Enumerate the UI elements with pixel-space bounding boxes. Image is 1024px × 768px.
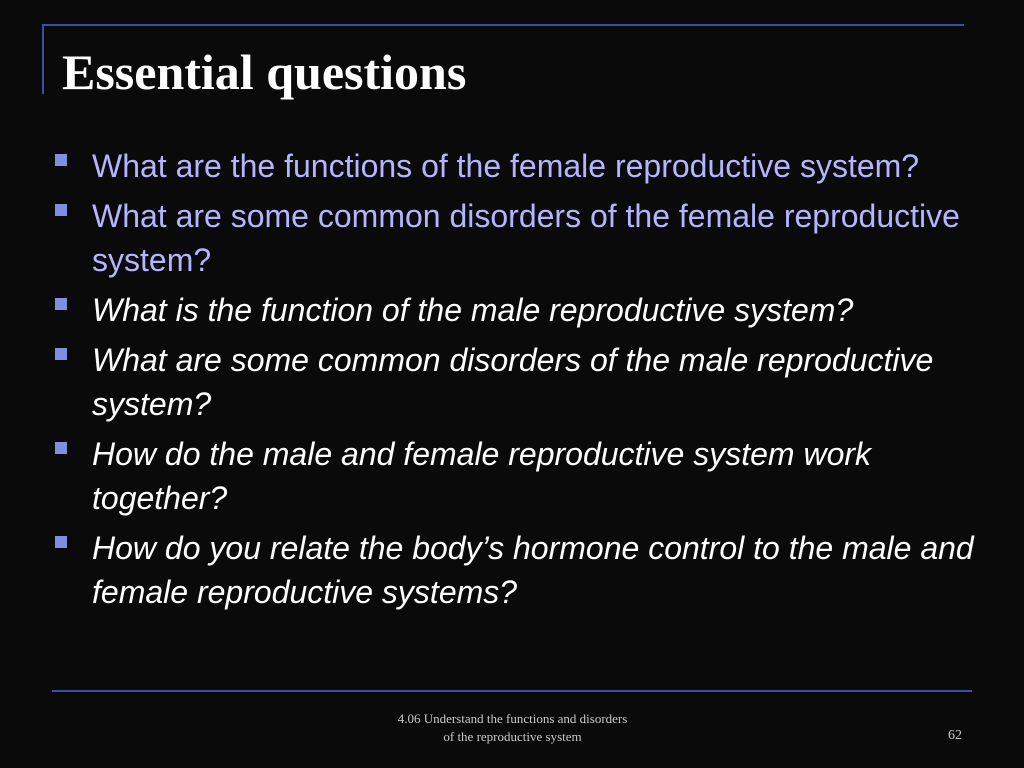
square-bullet-icon: [55, 536, 67, 548]
footer-divider: [52, 690, 972, 692]
bullet-list: [52, 144, 982, 620]
footer-caption-line-2: of the reproductive system: [443, 729, 582, 744]
bullet-item: [52, 194, 982, 282]
square-bullet-icon: [55, 442, 67, 454]
frame-top-line: [42, 24, 964, 26]
slide-title: Essential questions: [62, 44, 467, 100]
square-bullet-icon: [55, 298, 67, 310]
square-bullet-icon: [55, 154, 67, 166]
square-bullet-icon: [55, 348, 67, 360]
page-number: 62: [948, 728, 962, 743]
bullet-item: [52, 432, 982, 520]
bullet-text: What is the function of the male reproductive system?: [92, 292, 854, 328]
bullet-text: What are some common disorders of the female reproductive system?: [92, 198, 960, 278]
bullet-item: [52, 144, 982, 188]
bullet-text: How do you relate the body’s hormone control to the male and female reproductive systems?: [92, 530, 974, 610]
frame-left-line: [42, 24, 44, 94]
footer-caption: [300, 710, 725, 746]
bullet-text: What are the functions of the female reproductive system?: [92, 148, 920, 184]
footer-caption-line-1: 4.06 Understand the functions and disorders: [397, 711, 628, 726]
bullet-text: How do the male and female reproductive system work together?: [92, 436, 872, 516]
square-bullet-icon: [55, 204, 67, 216]
bullet-item: [52, 526, 982, 614]
bullet-item: [52, 288, 982, 332]
bullet-item: [52, 338, 982, 426]
bullet-text: What are some common disorders of the male reproductive system?: [92, 342, 934, 422]
